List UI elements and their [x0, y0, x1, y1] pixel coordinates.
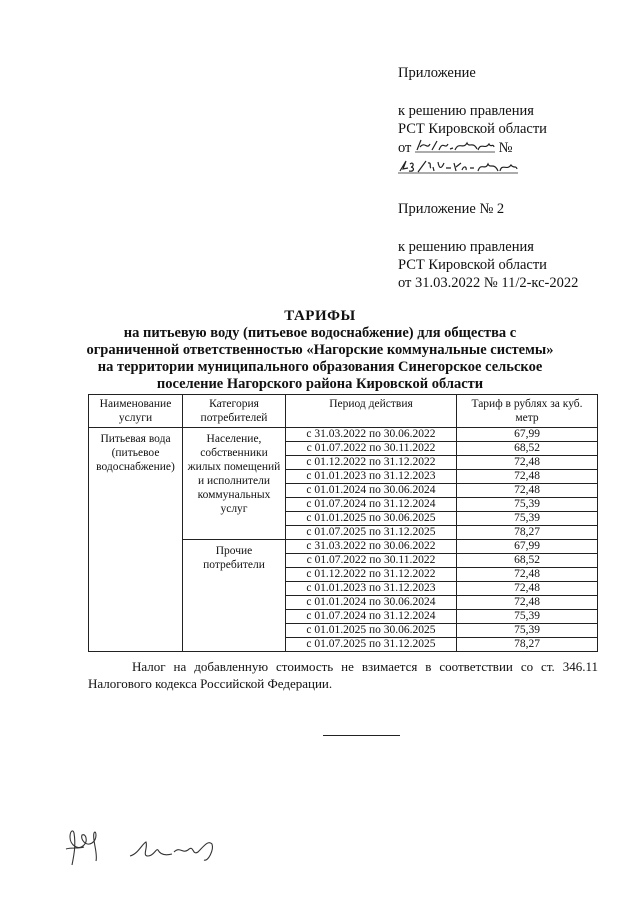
title-main: ТАРИФЫ [284, 308, 356, 324]
service-name-cell: Питьевая вода (питьевое водоснабжение) [89, 428, 183, 652]
period-cell: с 01.12.2022 по 31.12.2022 [286, 568, 457, 582]
period-cell: с 01.07.2025 по 31.12.2025 [286, 638, 457, 652]
header-tariff: Тариф в рублях за куб. метр [457, 395, 598, 428]
appendix-label: Приложение [398, 65, 476, 81]
period-cell: с 01.01.2023 по 31.12.2023 [286, 470, 457, 484]
title-line-4: поселение Нагорского района Кировской области [156, 376, 484, 392]
title-line-2: ограниченной ответственностью «Нагорские коммунальные системы» [86, 342, 554, 358]
tariff-cell: 72,48 [457, 456, 598, 470]
tariff-cell: 75,39 [457, 610, 598, 624]
tariff-cell: 72,48 [457, 596, 598, 610]
tariff-cell: 78,27 [457, 638, 598, 652]
tariff-cell: 72,48 [457, 484, 598, 498]
decision-date-line-2: от 31.03.2022 № 11/2-кс-2022 [398, 275, 579, 291]
table-row [89, 428, 598, 442]
title-line-3: на территории муниципального образования Синегорское сельское [97, 359, 543, 375]
vat-note: Налог на добавленную стоимость не взимается в соответствии со ст. 346.11 Налогового кодекса Российской Федерации. [88, 659, 598, 691]
end-divider [323, 735, 400, 736]
decision-line-2: к решению правления [398, 239, 534, 255]
period-cell: с 01.07.2025 по 31.12.2025 [286, 526, 457, 540]
period-cell: с 31.03.2022 по 30.06.2022 [286, 428, 457, 442]
tariff-cell: 78,27 [457, 526, 598, 540]
signature-1 [62, 825, 102, 872]
authority-line: РСТ Кировской области [398, 121, 547, 137]
tariff-cell: 75,39 [457, 498, 598, 512]
number-label: № [498, 139, 513, 156]
tariff-cell: 72,48 [457, 568, 598, 582]
tariff-cell: 68,52 [457, 442, 598, 456]
header-category: Категория потребителей [183, 395, 286, 428]
period-cell: с 01.01.2025 по 30.06.2025 [286, 624, 457, 638]
handwritten-number [398, 159, 518, 180]
title-line-1: на питьевую воду (питьевое водоснабжение) для общества с [123, 325, 517, 341]
table-body [89, 428, 598, 652]
period-cell: с 01.07.2022 по 30.11.2022 [286, 554, 457, 568]
period-cell: с 01.01.2024 по 30.06.2024 [286, 484, 457, 498]
period-cell: с 01.07.2024 по 31.12.2024 [286, 498, 457, 512]
header-service: Наименование услуги [89, 395, 183, 428]
document-title [85, 308, 555, 393]
tariff-cell: 75,39 [457, 512, 598, 526]
header-period: Период действия [286, 395, 457, 428]
period-cell: с 01.07.2022 по 30.11.2022 [286, 442, 457, 456]
authority-line-2: РСТ Кировской области [398, 257, 547, 273]
tariff-cell: 75,39 [457, 624, 598, 638]
tariff-cell: 72,48 [457, 582, 598, 596]
handwritten-date [415, 138, 495, 159]
appendix-header [398, 64, 628, 292]
period-cell: с 31.03.2022 по 30.06.2022 [286, 540, 457, 554]
decision-date-line [398, 138, 628, 180]
tariff-cell: 67,99 [457, 428, 598, 442]
category-cell: Прочие потребители [183, 540, 286, 652]
tariff-cell: 72,48 [457, 470, 598, 484]
tariff-cell: 67,99 [457, 540, 598, 554]
tariff-table [88, 394, 598, 652]
table-header-row [89, 395, 598, 428]
period-cell: с 01.12.2022 по 31.12.2022 [286, 456, 457, 470]
category-cell: Население, собственники жилых помещений и исполнители коммунальных услуг [183, 428, 286, 540]
period-cell: с 01.01.2023 по 31.12.2023 [286, 582, 457, 596]
date-prefix: от [398, 139, 412, 156]
period-cell: с 01.07.2024 по 31.12.2024 [286, 610, 457, 624]
signature-2 [128, 838, 220, 869]
decision-line: к решению правления [398, 103, 534, 119]
appendix-2-label: Приложение № 2 [398, 201, 505, 217]
tariff-cell: 68,52 [457, 554, 598, 568]
period-cell: с 01.01.2025 по 30.06.2025 [286, 512, 457, 526]
period-cell: с 01.01.2024 по 30.06.2024 [286, 596, 457, 610]
